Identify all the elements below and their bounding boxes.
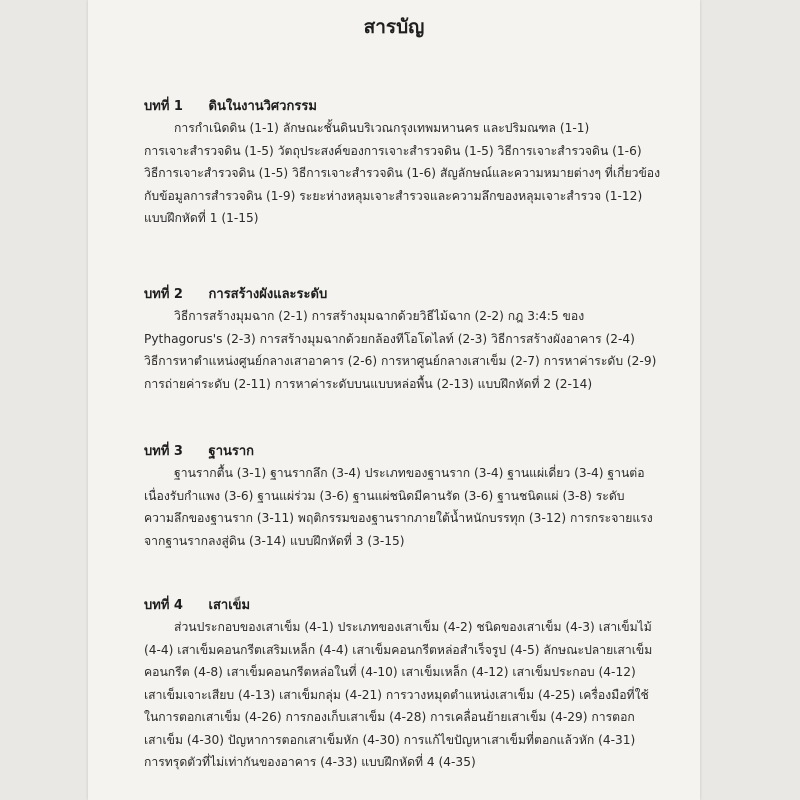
book-page [88,0,700,800]
toc-line: แบบฝึกหัดที่ 1 (1-15) [144,211,259,225]
toc-line: เสาเข็มเจาะเสียบ (4-13) เสาเข็มกลุ่ม (4-21) การวางหมุดตำแหน่งเสาเข็ม (4-25) เครื่องมือที่ใช้ [144,687,649,702]
toc-line: ความลึกของฐานราก (3-11) พฤติกรรมของฐานรากภายใต้น้ำหนักบรรทุก (3-12) การกระจายแรง [144,511,653,525]
toc-line: ฐานรากตื้น (3-1) ฐานรากลึก (3-4) ประเภทของฐานราก (3-4) ฐานแผ่เดี่ยว (3-4) ฐานต่อ [174,466,645,480]
toc-line: ส่วนประกอบของเสาเข็ม (4-1) ประเภทของเสาเข็ม (4-2) ชนิดของเสาเข็ม (4-3) เสาเข็มไม้ [174,620,652,634]
chapter-1 [144,95,664,230]
toc-line: กับข้อมูลการสำรวจดิน (1-9) ระยะห่างหลุมเจาะสำรวจและความลึกของหลุมเจาะสำรวจ (1-12) [144,188,643,203]
chapter-title: ฐานราก [208,444,255,459]
toc-line: การทรุดตัวที่ไม่เท่ากันของอาคาร (4-33) แบบฝึกหัดที่ 4 (4-35) [144,755,476,769]
chapter-number: บทที่ 4 [144,598,183,613]
toc-line: วิธีการสร้างมุมฉาก (2-1) การสร้างมุมฉากด้วยวิธีไม้ฉาก (2-2) กฎ 3:4:5 ของ [174,309,585,323]
chapter-4 [144,594,664,774]
chapter-number: บทที่ 2 [144,287,183,302]
toc-line: การกำเนิดดิน (1-1) ลักษณะชั้นดินบริเวณกรุงเทพมหานคร และปริมณฑล (1-1) [174,121,590,135]
chapter-title: เสาเข็ม [208,598,251,613]
chapter-heading [144,594,664,616]
chapter-3 [144,440,664,552]
toc-line: เสาเข็ม (4-30) ปัญหาการตอกเสาเข็มหัก (4-30) การแก้ไขปัญหาเสาเข็มที่ตอกแล้วหัก (4-31) [144,732,636,747]
chapter-title: การสร้างผังและระดับ [208,287,328,302]
chapter-heading [144,95,664,117]
toc-line: คอนกรีต (4-8) เสาเข็มคอนกรีตหล่อในที่ (4-10) เสาเข็มเหล็ก (4-12) เสาเข็มประกอบ (4-12) [144,665,636,679]
toc-line: วิธีการเจาะสำรวจดิน (1-5) วิธีการเจาะสำรวจดิน (1-6) สัญลักษณ์และความหมายต่างๆ ที่เกี่ยวข้อง [144,166,661,180]
chapter-title: ดินในงานวิศวกรรม [208,99,317,114]
chapter-heading [144,440,664,462]
toc-line: จากฐานรากลงสู่ดิน (3-14) แบบฝึกหัดที่ 3 (3-15) [144,533,405,548]
toc-line: การถ่ายค่าระดับ (2-11) การหาค่าระดับบนแบบหล่อพื้น (2-13) แบบฝึกหัดที่ 2 (2-14) [144,376,593,391]
toc-line: เนื่องรับกำแพง (3-6) ฐานแผ่ร่วม (3-6) ฐานแผ่ชนิดมีคานรัด (3-6) ฐานชนิดแผ่ (3-8) ระดับ [144,488,625,503]
chapter-2 [144,283,664,395]
toc-line: ในการตอกเสาเข็ม (4-26) การกองเก็บเสาเข็ม (4-28) การเคลื่อนย้ายเสาเข็ม (4-29) การตอก [144,710,635,724]
chapter-number: บทที่ 1 [144,99,183,114]
toc-line: (4-4) เสาเข็มคอนกรีตเสริมเหล็ก (4-4) เสาเข็มคอนกรีตหล่อสำเร็จรูป (4-5) ลักษณะปลายเสาเข็ม [144,642,653,657]
chapter-entries [144,462,664,552]
toc-line: การเจาะสำรวจดิน (1-5) วัตถุประสงค์ของการเจาะสำรวจดิน (1-5) วิธีการเจาะสำรวจดิน (1-6) [144,143,642,158]
chapter-entries [144,616,664,774]
toc-line: วิธีการหาตำแหน่งศูนย์กลางเสาอาคาร (2-6) การหาศูนย์กลางเสาเข็ม (2-7) การหาค่าระดับ (2-9) [144,354,657,368]
toc-line: Pythagorus's (2-3) การสร้างมุมฉากด้วยกล้องทีโอโดไลท์ (2-3) วิธีการสร้างผังอาคาร (2-4) [144,331,635,346]
chapter-heading [144,283,664,305]
chapter-entries [144,305,664,395]
chapter-number: บทที่ 3 [144,444,183,459]
page-title: สารบัญ [363,16,425,38]
chapter-entries [144,117,664,230]
